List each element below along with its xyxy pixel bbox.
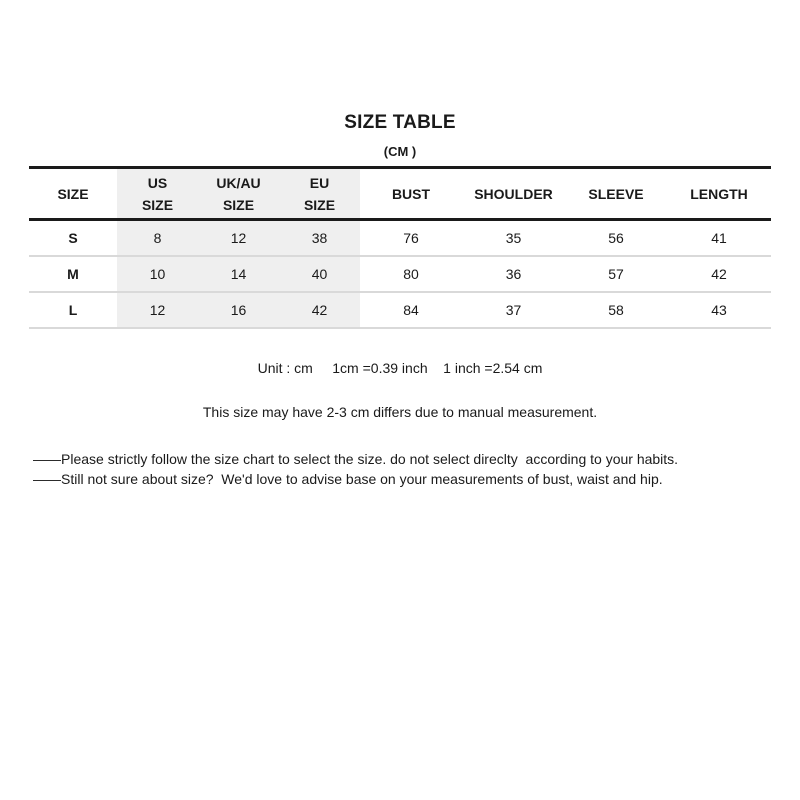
- cell-bust: 76: [360, 220, 462, 257]
- header-size: SIZE: [29, 168, 117, 220]
- unit-conversion-text: Unit : cm 1cm =0.39 inch 1 inch =2.54 cm: [257, 360, 543, 376]
- table-row: [29, 292, 771, 328]
- unit-subtitle: (CM ): [383, 144, 417, 159]
- header-uk-au-size: UK/AU SIZE: [198, 168, 279, 220]
- size-table: [29, 166, 771, 329]
- cell-us-size: 10: [117, 256, 198, 292]
- cell-length: 41: [667, 220, 771, 257]
- cell-eu-size: 42: [279, 292, 360, 328]
- cell-uk-au-size: 14: [198, 256, 279, 292]
- header-bust: BUST: [360, 168, 462, 220]
- cell-uk-au-size: 12: [198, 220, 279, 257]
- size-advice-note: ——Still not sure about size? We'd love to advise base on your measurements of bust, waist and hip.: [33, 471, 663, 487]
- header-eu-size: EU SIZE: [279, 168, 360, 220]
- header-sleeve: SLEEVE: [565, 168, 667, 220]
- cell-size: L: [29, 292, 117, 328]
- cell-size: M: [29, 256, 117, 292]
- cell-bust: 80: [360, 256, 462, 292]
- page-title: SIZE TABLE: [344, 112, 456, 133]
- cell-size: S: [29, 220, 117, 257]
- cell-sleeve: 57: [565, 256, 667, 292]
- cell-sleeve: 58: [565, 292, 667, 328]
- cell-eu-size: 38: [279, 220, 360, 257]
- cell-bust: 84: [360, 292, 462, 328]
- cell-eu-size: 40: [279, 256, 360, 292]
- cell-shoulder: 37: [462, 292, 565, 328]
- cell-uk-au-size: 16: [198, 292, 279, 328]
- cell-length: 42: [667, 256, 771, 292]
- table-row: [29, 256, 771, 292]
- table-row: [29, 220, 771, 257]
- cell-us-size: 8: [117, 220, 198, 257]
- header-us-size: US SIZE: [117, 168, 198, 220]
- cell-shoulder: 35: [462, 220, 565, 257]
- cell-sleeve: 56: [565, 220, 667, 257]
- size-selection-note: ——Please strictly follow the size chart to select the size. do not select direclty according to your habits.: [33, 451, 679, 467]
- measurement-difference-note: This size may have 2-3 cm differs due to manual measurement.: [202, 404, 598, 420]
- header-shoulder: SHOULDER: [462, 168, 565, 220]
- cell-shoulder: 36: [462, 256, 565, 292]
- cell-us-size: 12: [117, 292, 198, 328]
- table-header-row: [29, 168, 771, 220]
- cell-length: 43: [667, 292, 771, 328]
- header-length: LENGTH: [667, 168, 771, 220]
